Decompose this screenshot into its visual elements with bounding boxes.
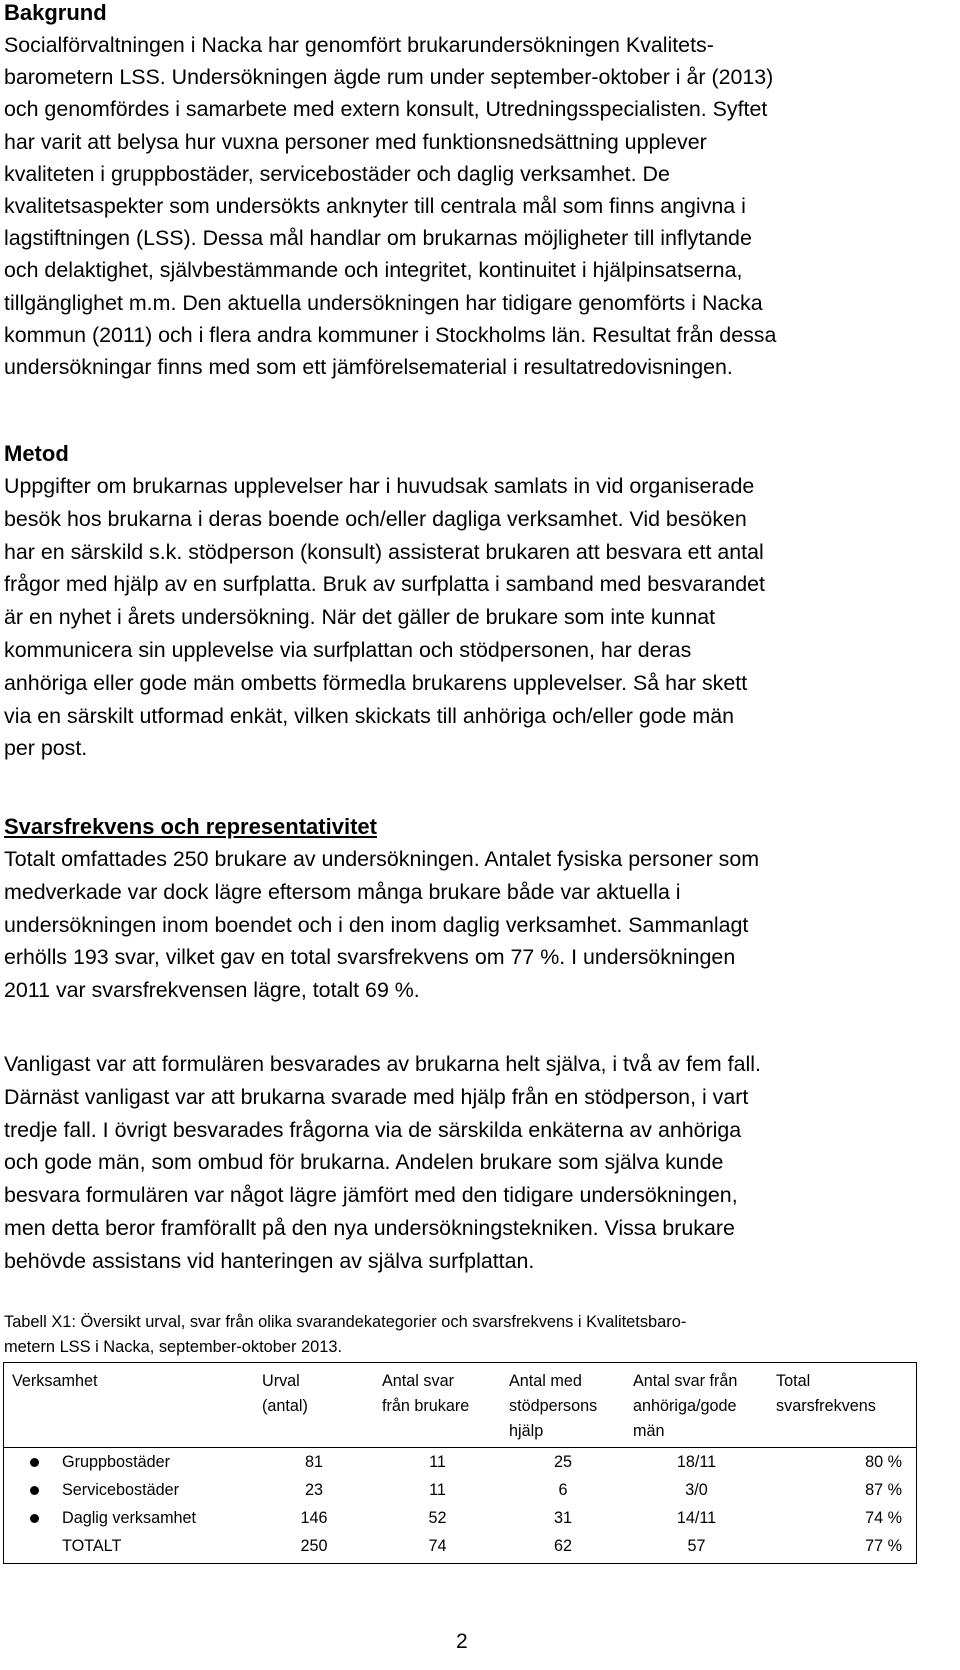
cell-stodperson: 6 xyxy=(558,1481,568,1499)
cell-svarsfrekvens: 80 % xyxy=(865,1453,902,1471)
bullet-icon xyxy=(30,1458,39,1467)
table-row xyxy=(4,1448,916,1477)
text-line: anhöriga eller gode män ombetts förmedla brukarens upplevelser. Så har skett xyxy=(4,670,748,695)
text-line: 2011 var svarsfrekvensen lägre, totalt 69 %. xyxy=(4,978,420,1003)
page-number: 2 xyxy=(456,1630,468,1653)
text-line: behövde assistans vid hanteringen av själva surfplattan. xyxy=(4,1248,535,1273)
text-line: och genomfördes i samarbete med extern konsult, Utredningsspecialisten. Syftet xyxy=(4,97,768,122)
text-line: Totalt omfattades 250 brukare av undersökningen. Antalet fysiska personer som xyxy=(4,847,760,871)
paragraph-bakgrund xyxy=(4,29,899,383)
text-line: kommun (2011) och i flera andra kommuner i Stockholms län. Resultat från dessa xyxy=(4,322,777,347)
text-line: via en särskilt utformad enkät, vilken skickats till anhöriga och/eller gode män xyxy=(4,703,735,728)
heading-metod: Metod xyxy=(4,441,69,466)
section-metod xyxy=(4,438,899,765)
text-line: tillgänglighet m.m. Den aktuella undersökningen har tidigare genomförts i Nacka xyxy=(4,290,763,315)
cell-urval: 81 xyxy=(304,1453,323,1471)
text-line: men detta beror framförallt på den nya undersökningstekniken. Vissa brukare xyxy=(4,1215,735,1240)
text-line: undersökningar finns med som ett jämförelsematerial i resultatredovisningen. xyxy=(4,355,733,380)
cell-svarsfrekvens: 74 % xyxy=(865,1509,902,1527)
header-svar-brukare: Antal svar från brukare xyxy=(374,1363,501,1448)
text-line: kvaliteten i gruppbostäder, servicebostäder och daglig verksamhet. De xyxy=(4,161,670,186)
summary-table xyxy=(4,1363,916,1563)
cell-stodperson: 62 xyxy=(553,1537,572,1555)
row-label: Servicebostäder xyxy=(4,1476,254,1504)
table-row xyxy=(4,1476,916,1504)
section-bakgrund xyxy=(4,0,899,383)
header-urval: Urval (antal) xyxy=(254,1363,374,1448)
cell-svarsfrekvens: 77 % xyxy=(865,1537,902,1555)
section-svarsfrekvens xyxy=(4,811,899,1007)
table-row xyxy=(4,1504,916,1532)
caption-line: Tabell X1: Översikt urval, svar från olika svarandekategorier och svarsfrekvens i Kvalitetsbaro- xyxy=(4,1313,687,1331)
text-line: erhölls 193 svar, vilket gav en total svarsfrekvens om 77 %. I undersökningen xyxy=(4,945,736,970)
cell-urval: 250 xyxy=(300,1537,328,1555)
cell-anhoriga: 57 xyxy=(687,1537,706,1555)
paragraph-vanligast xyxy=(4,1048,899,1278)
row-label: Gruppbostäder xyxy=(4,1448,254,1477)
table-row-total xyxy=(4,1532,916,1563)
text-line: besvara formulären var något lägre jämfört med den tidigare undersökningen, xyxy=(4,1183,738,1208)
paragraph-metod xyxy=(4,470,899,765)
text-line: har en särskild s.k. stödperson (konsult) assisterat brukaren att besvara ett antal xyxy=(4,539,764,564)
header-verksamhet: Verksamhet xyxy=(4,1363,254,1448)
caption-line: metern LSS i Nacka, september-oktober 2013. xyxy=(4,1338,343,1356)
header-stodperson: Antal med stödpersons hjälp xyxy=(501,1363,625,1448)
cell-urval: 146 xyxy=(300,1509,328,1527)
text-line: medverkade var dock lägre eftersom många brukare både var aktuella i xyxy=(4,879,681,904)
text-line: Därnäst vanligast var att brukarna svarade med hjälp från en stödperson, i vart xyxy=(4,1084,749,1109)
cell-urval: 23 xyxy=(304,1481,323,1499)
text-line: per post. xyxy=(4,736,88,761)
text-line: undersökningen inom boendet och i den inom daglig verksamhet. Sammanlagt xyxy=(4,912,749,937)
cell-stodperson: 31 xyxy=(553,1509,572,1527)
row-label: TOTALT xyxy=(62,1537,122,1555)
text-line: tredje fall. I övrigt besvarades frågorna via de särskilda enkäterna av anhöriga xyxy=(4,1117,742,1142)
cell-svar-brukare: 74 xyxy=(428,1537,447,1555)
cell-svar-brukare: 11 xyxy=(429,1481,446,1499)
heading-svarsfrekvens: Svarsfrekvens och representativitet xyxy=(4,814,377,839)
cell-svarsfrekvens: 87 % xyxy=(865,1481,902,1499)
text-line: kommunicera sin upplevelse via surfplattan och stödpersonen, har deras xyxy=(4,637,692,662)
row-label: Daglig verksamhet xyxy=(4,1504,254,1532)
text-line: frågor med hjälp av en surfplatta. Bruk av surfplatta i samband med besvarandet xyxy=(4,572,765,597)
text-line: lagstiftningen (LSS). Dessa mål handlar om brukarnas möjligheter till inflytande xyxy=(4,226,752,251)
table-header-row xyxy=(4,1363,916,1448)
header-total-svarsfrekvens: Total svarsfrekvens xyxy=(768,1363,916,1448)
text-line: besök hos brukarna i deras boende och/eller dagliga verksamhet. Vid besöken xyxy=(4,506,747,531)
heading-bakgrund: Bakgrund xyxy=(4,0,107,25)
text-line: barometern LSS. Undersökningen ägde rum under september-oktober i år (2013) xyxy=(4,65,774,90)
bullet-icon xyxy=(30,1486,39,1495)
cell-svar-brukare: 52 xyxy=(428,1509,447,1527)
text-line: har varit att belysa hur vuxna personer med funktionsnedsättning upplever xyxy=(4,129,707,154)
cell-anhoriga: 3/0 xyxy=(685,1481,708,1499)
text-line: Uppgifter om brukarnas upplevelser har i huvudsak samlats in vid organiserade xyxy=(4,474,755,498)
text-line: Vanligast var att formulären besvarades av brukarna helt själva, i två av fem fall. xyxy=(4,1052,761,1076)
paragraph-svarsfrekvens xyxy=(4,843,899,1007)
cell-stodperson: 25 xyxy=(553,1453,572,1471)
cell-anhoriga: 14/11 xyxy=(676,1509,717,1527)
text-line: är en nyhet i årets undersökning. När det gäller de brukare som inte kunnat xyxy=(4,605,716,630)
bullet-icon xyxy=(30,1514,39,1523)
cell-anhoriga: 18/11 xyxy=(676,1453,717,1471)
text-line: och gode män, som ombud för brukarna. Andelen brukare som själva kunde xyxy=(4,1150,724,1175)
text-line: Socialförvaltningen i Nacka har genomfört brukarundersökningen Kvalitets- xyxy=(4,33,714,57)
header-anhoriga: Antal svar från anhöriga/gode män xyxy=(625,1363,768,1448)
cell-svar-brukare: 11 xyxy=(429,1453,446,1471)
table-caption xyxy=(4,1310,894,1360)
text-line: och delaktighet, självbestämmande och integritet, kontinuitet i hjälpinsatserna, xyxy=(4,258,743,283)
text-line: kvalitetsaspekter som undersökts anknyter till centrala mål som finns angivna i xyxy=(4,194,746,219)
